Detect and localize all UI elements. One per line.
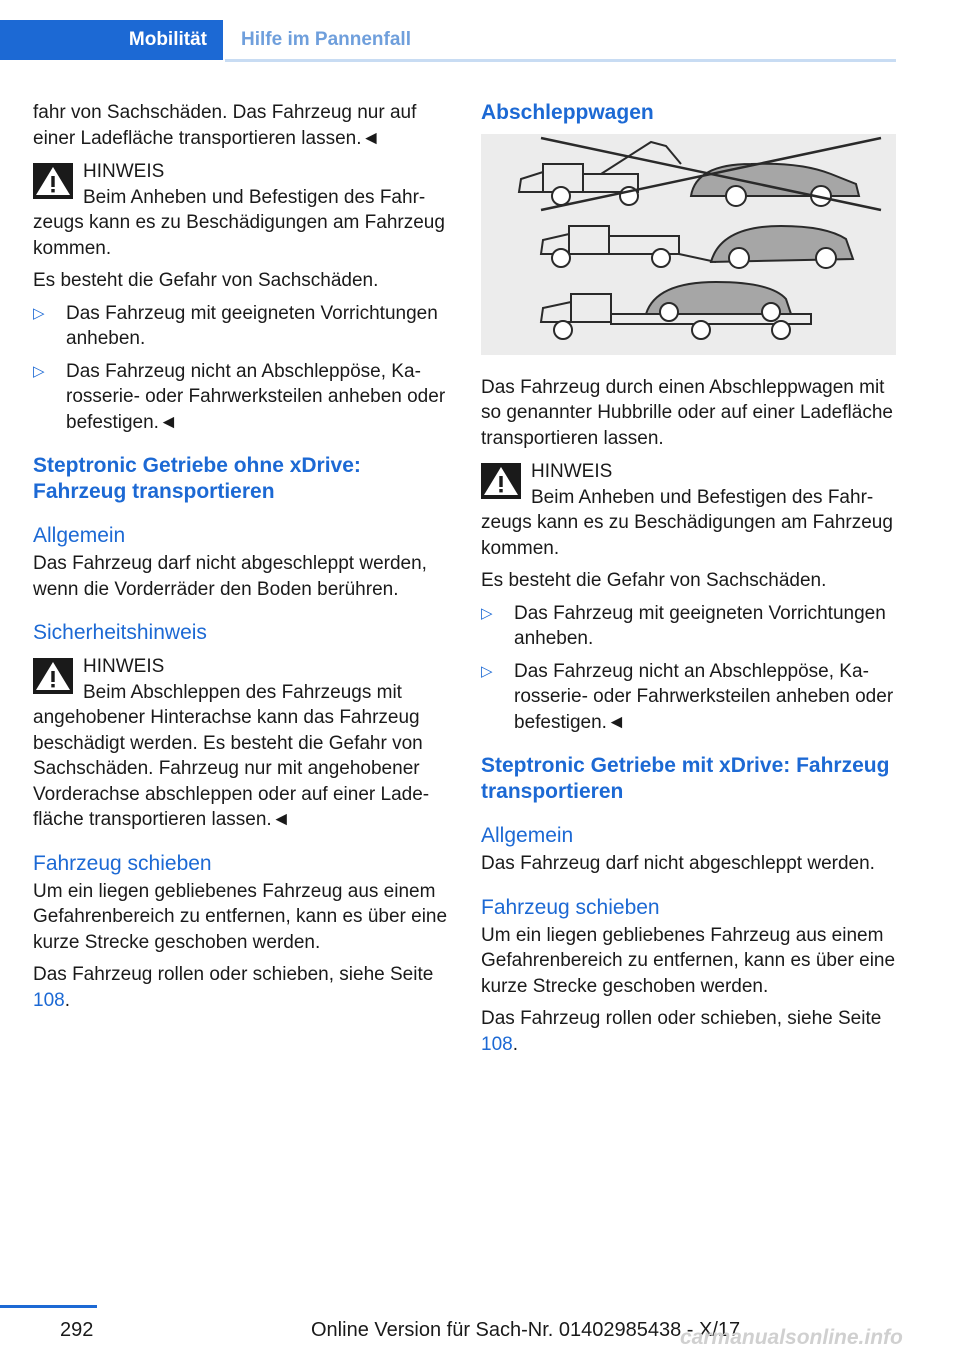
push-reference: Das Fahrzeug rollen oder schieben, siehe Seite 108. [33, 964, 434, 1011]
push-reference: Das Fahrzeug rollen oder schieben, siehe Seite 108. [481, 1008, 882, 1055]
figure-caption: Das Fahrzeug durch einen Abschleppwagen mit so genannter Hubbrille oder auf einer Ladefläche transportieren lassen. [481, 376, 893, 449]
warning-box-1 [33, 159, 448, 261]
warning-title: HINWEIS [531, 461, 613, 482]
warning-triangle-icon [33, 658, 73, 694]
page-number: 292 [60, 1319, 94, 1341]
subheading-fahrzeug-schieben: Fahrzeug schieben [481, 895, 660, 919]
list-item: ▷ Das Fahrzeug mit geeigneten Vorrichtungen anheben. [481, 602, 886, 649]
section-heading-ohne-xdrive: Steptronic Getriebe ohne xDrive: Fahrzeug transportieren [33, 454, 361, 503]
watermark: carmanualsonline.info [680, 1326, 903, 1349]
online-version-note: Online Version für Sach-Nr. 01402985438 - X/17 [311, 1319, 741, 1341]
page-header [0, 0, 896, 62]
warning-title: HINWEIS [83, 656, 165, 677]
subheading-sicherheitshinweis: Sicherheitshinweis [33, 621, 207, 644]
warning-triangle-icon [33, 163, 73, 199]
schieben-text: Um ein liegen gebliebenes Fahrzeug aus einem Gefahrenbereich zu entfernen, kann es über eine kurze Strecke geschoben werden. [33, 880, 448, 953]
triangle-right-icon: ▷ [481, 662, 493, 680]
instruction-list [33, 301, 448, 436]
warning-body: Beim Abschleppen des Fahrzeugs mit angehobener Hinterachse kann das Fahrzeug beschädigt werden. Es besteht die Gefahr von Sachschäden. Fahrzeug nur mit angehobener Vorderachse abschleppen oder auf einer Ladefläche transportieren lassen.◄ [33, 681, 430, 830]
section-heading-abschleppwagen: Abschleppwagen [481, 101, 654, 124]
triangle-right-icon: ▷ [33, 304, 45, 322]
schieben-text: Um ein liegen gebliebenes Fahrzeug aus einem Gefahrenbereich zu entfernen, kann es über eine kurze Strecke geschoben werden. [481, 924, 896, 997]
risk-text: Es besteht die Gefahr von Sachschäden. [481, 570, 827, 591]
warning-box-3 [481, 459, 896, 561]
right-column [481, 100, 896, 1064]
triangle-right-icon: ▷ [481, 604, 493, 622]
subheading-allgemein: Allgemein [33, 524, 126, 547]
risk-text: Es besteht die Gefahr von Sachschäden. [33, 270, 379, 291]
allgemein-text: Das Fahrzeug darf nicht abgeschleppt werden. [481, 853, 875, 874]
tow-truck-illustration [481, 134, 896, 355]
triangle-right-icon: ▷ [33, 362, 45, 380]
warning-body: Beim Anheben und Befestigen des Fahrzeugs kann es zu Beschädigungen am Fahrzeug kommen. [33, 186, 445, 259]
instruction-list [481, 601, 896, 736]
intro-text: fahr von Sachschäden. Das Fahrzeug nur auf einer Ladefläche transportieren lassen.◄ [33, 102, 417, 149]
left-column [33, 100, 448, 1020]
section-tab-mobilitaet[interactable]: Mobilität [0, 20, 223, 60]
subheading-fahrzeug-schieben: Fahrzeug schieben [33, 851, 212, 875]
subheading-allgemein: Allgemein [481, 824, 574, 847]
footer-divider [0, 1305, 97, 1308]
list-item: ▷ Das Fahrzeug nicht an Abschleppöse, Karosserie- oder Fahrwerksteilen anheben oder befestigen.◄ [481, 660, 894, 733]
warning-triangle-icon [481, 463, 521, 499]
allgemein-text: Das Fahrzeug darf nicht abgeschleppt werden, wenn die Vorderräder den Boden berühren. [33, 553, 427, 600]
header-divider [225, 59, 896, 62]
section-heading-mit-xdrive: Steptronic Getriebe mit xDrive: Fahrzeug transportieren [481, 754, 890, 803]
warning-body: Beim Anheben und Befestigen des Fahrzeugs kann es zu Beschädigungen am Fahrzeug kommen. [481, 486, 893, 559]
list-item: ▷ Das Fahrzeug nicht an Abschleppöse, Karosserie- oder Fahrwerksteilen anheben oder befestigen.◄ [33, 360, 446, 433]
warning-box-2 [33, 654, 448, 833]
list-item: ▷ Das Fahrzeug mit geeigneten Vorrichtungen anheben. [33, 302, 438, 349]
section-tab-hilfe-im-pannenfall[interactable]: Hilfe im Pannenfall [241, 29, 411, 50]
page-link-108[interactable]: 108 [481, 1033, 513, 1055]
page-link-108[interactable]: 108 [33, 989, 65, 1011]
warning-title: HINWEIS [83, 161, 165, 182]
